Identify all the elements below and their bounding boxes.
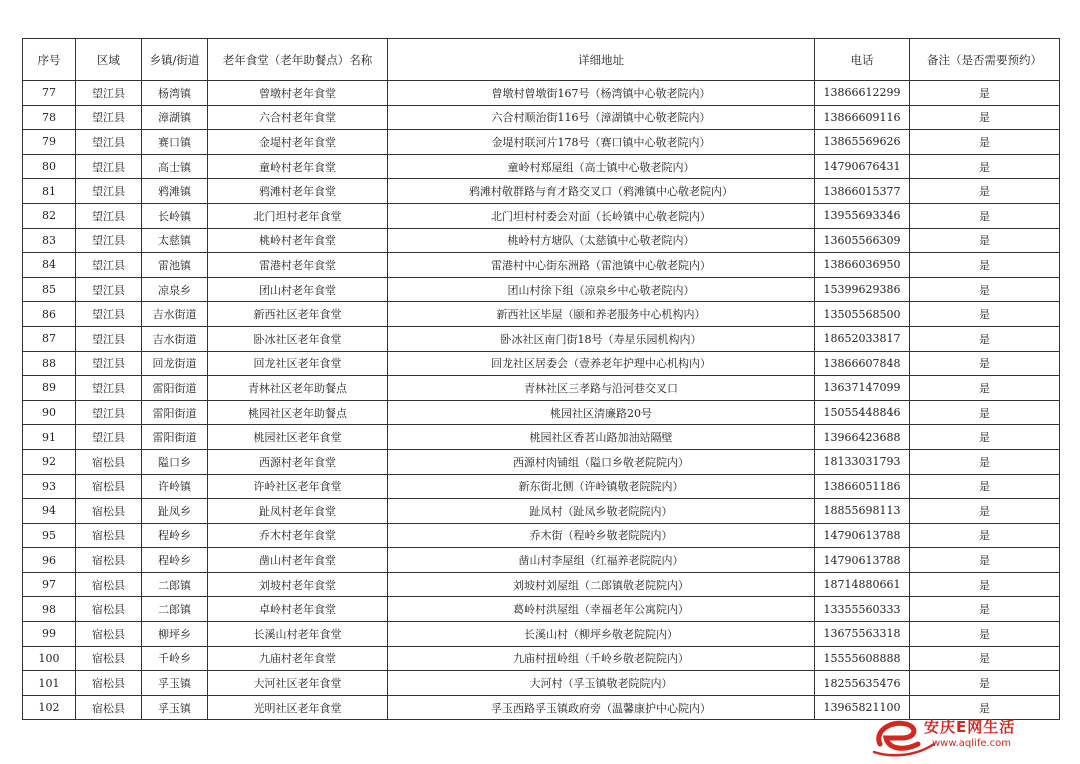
cell-col-index: 85: [23, 277, 76, 302]
cell-col-address: 童岭村郑屋组（高士镇中心敬老院内）: [388, 154, 815, 179]
cell-col-region: 宿松县: [76, 695, 142, 720]
cell-col-phone: 13866036950: [815, 253, 910, 278]
cell-col-canteen-name: 金堤村老年食堂: [208, 130, 388, 155]
cell-col-town: 雷池镇: [142, 253, 208, 278]
cell-col-phone: 15055448846: [815, 400, 910, 425]
cell-col-note: 是: [910, 548, 1060, 573]
cell-col-note: 是: [910, 499, 1060, 524]
cell-col-address: 葛岭村洪屋组（幸福老年公寓院内）: [388, 597, 815, 622]
table-row: [23, 326, 1060, 351]
cell-col-canteen-name: 六合村老年食堂: [208, 105, 388, 130]
cell-col-address: 桃岭村方塘队（太慈镇中心敬老院内）: [388, 228, 815, 253]
cell-col-address: 卧冰社区南门街18号（寿星乐园机构内）: [388, 326, 815, 351]
cell-col-region: 望江县: [76, 228, 142, 253]
header-col-region: 区域: [76, 39, 142, 81]
cell-col-town: 程岭乡: [142, 523, 208, 548]
cell-col-phone: 18652033817: [815, 326, 910, 351]
cell-col-note: 是: [910, 154, 1060, 179]
cell-col-phone: 18714880661: [815, 572, 910, 597]
cell-col-canteen-name: 乔木村老年食堂: [208, 523, 388, 548]
watermark-url: www.aqlife.com: [932, 738, 1012, 749]
cell-col-canteen-name: 童岭村老年食堂: [208, 154, 388, 179]
table-row: [23, 425, 1060, 450]
cell-col-note: 是: [910, 572, 1060, 597]
cell-col-phone: 13866015377: [815, 179, 910, 204]
cell-col-address: 乔木街（程岭乡敬老院院内）: [388, 523, 815, 548]
cell-col-region: 望江县: [76, 253, 142, 278]
table-header: [23, 39, 1060, 81]
cell-col-note: 是: [910, 302, 1060, 327]
cell-col-index: 102: [23, 695, 76, 720]
cell-col-index: 94: [23, 499, 76, 524]
cell-col-index: 84: [23, 253, 76, 278]
cell-col-phone: 15399629386: [815, 277, 910, 302]
cell-col-phone: 18855698113: [815, 499, 910, 524]
table-row: [23, 646, 1060, 671]
cell-col-region: 宿松县: [76, 523, 142, 548]
table-row: [23, 474, 1060, 499]
cell-col-region: 望江县: [76, 326, 142, 351]
cell-col-index: 81: [23, 179, 76, 204]
cell-col-town: 回龙街道: [142, 351, 208, 376]
cell-col-canteen-name: 卧冰社区老年食堂: [208, 326, 388, 351]
table-row: [23, 622, 1060, 647]
cell-col-address: 大河村（孚玉镇敬老院院内）: [388, 671, 815, 696]
table-row: [23, 179, 1060, 204]
cell-col-phone: 13866612299: [815, 81, 910, 106]
table-row: [23, 597, 1060, 622]
cell-col-town: 长岭镇: [142, 203, 208, 228]
cell-col-region: 望江县: [76, 351, 142, 376]
cell-col-phone: 13355560333: [815, 597, 910, 622]
cell-col-address: 长溪山村（柳坪乡敬老院院内）: [388, 622, 815, 647]
cell-col-index: 95: [23, 523, 76, 548]
cell-col-town: 孚玉镇: [142, 671, 208, 696]
cell-col-phone: 15555608888: [815, 646, 910, 671]
cell-col-region: 望江县: [76, 376, 142, 401]
cell-col-canteen-name: 长溪山村老年食堂: [208, 622, 388, 647]
cell-col-canteen-name: 青林社区老年助餐点: [208, 376, 388, 401]
cell-col-phone: 14790613788: [815, 548, 910, 573]
cell-col-region: 望江县: [76, 400, 142, 425]
cell-col-town: 雷阳街道: [142, 400, 208, 425]
cell-col-index: 90: [23, 400, 76, 425]
cell-col-canteen-name: 桃园社区老年助餐点: [208, 400, 388, 425]
cell-col-canteen-name: 许岭社区老年食堂: [208, 474, 388, 499]
header-col-canteen-name: 老年食堂（老年助餐点）名称: [208, 39, 388, 81]
cell-col-address: 雷港村中心街东洲路（雷池镇中心敬老院内）: [388, 253, 815, 278]
table-row: [23, 253, 1060, 278]
cell-col-note: 是: [910, 622, 1060, 647]
cell-col-town: 孚玉镇: [142, 695, 208, 720]
cell-col-address: 曾墩村曾墩街167号（杨湾镇中心敬老院内）: [388, 81, 815, 106]
cell-col-phone: 13866607848: [815, 351, 910, 376]
cell-col-region: 望江县: [76, 179, 142, 204]
cell-col-note: 是: [910, 695, 1060, 720]
cell-col-region: 望江县: [76, 302, 142, 327]
cell-col-address: 凿山村李屋组（红福养老院院内）: [388, 548, 815, 573]
cell-col-region: 宿松县: [76, 548, 142, 573]
cell-col-phone: 13866609116: [815, 105, 910, 130]
cell-col-note: 是: [910, 351, 1060, 376]
cell-col-index: 97: [23, 572, 76, 597]
cell-col-note: 是: [910, 105, 1060, 130]
cell-col-canteen-name: 桃园社区老年食堂: [208, 425, 388, 450]
header-col-phone: 电话: [815, 39, 910, 81]
cell-col-phone: 18133031793: [815, 449, 910, 474]
cell-col-region: 望江县: [76, 81, 142, 106]
cell-col-index: 77: [23, 81, 76, 106]
cell-col-address: 新西社区毕屋（颐和养老服务中心机构内）: [388, 302, 815, 327]
cell-col-canteen-name: 凿山村老年食堂: [208, 548, 388, 573]
cell-col-index: 92: [23, 449, 76, 474]
cell-col-canteen-name: 北门坦村老年食堂: [208, 203, 388, 228]
cell-col-note: 是: [910, 671, 1060, 696]
cell-col-region: 宿松县: [76, 597, 142, 622]
cell-col-note: 是: [910, 81, 1060, 106]
table-row: [23, 572, 1060, 597]
cell-col-note: 是: [910, 326, 1060, 351]
cell-col-index: 79: [23, 130, 76, 155]
header-col-note: 备注（是否需要预约）: [910, 39, 1060, 81]
cell-col-town: 吉水街道: [142, 326, 208, 351]
cell-col-note: 是: [910, 228, 1060, 253]
cell-col-address: 六合村顺治街116号（漳湖镇中心敬老院内）: [388, 105, 815, 130]
cell-col-canteen-name: 雷港村老年食堂: [208, 253, 388, 278]
site-watermark: [872, 714, 1072, 758]
cell-col-town: 千岭乡: [142, 646, 208, 671]
cell-col-canteen-name: 光明社区老年食堂: [208, 695, 388, 720]
cell-col-note: 是: [910, 449, 1060, 474]
cell-col-town: 漳湖镇: [142, 105, 208, 130]
cell-col-town: 许岭镇: [142, 474, 208, 499]
cell-col-town: 雷阳街道: [142, 425, 208, 450]
table-row: [23, 400, 1060, 425]
cell-col-town: 高士镇: [142, 154, 208, 179]
cell-col-town: 鸦滩镇: [142, 179, 208, 204]
table-row: [23, 203, 1060, 228]
cell-col-index: 88: [23, 351, 76, 376]
cell-col-region: 望江县: [76, 277, 142, 302]
table-row: [23, 548, 1060, 573]
table-row: [23, 81, 1060, 106]
cell-col-canteen-name: 卓岭村老年食堂: [208, 597, 388, 622]
cell-col-region: 望江县: [76, 130, 142, 155]
cell-col-region: 望江县: [76, 105, 142, 130]
cell-col-index: 83: [23, 228, 76, 253]
cell-col-index: 99: [23, 622, 76, 647]
cell-col-index: 96: [23, 548, 76, 573]
cell-col-canteen-name: 西源村老年食堂: [208, 449, 388, 474]
cell-col-phone: 13865569626: [815, 130, 910, 155]
cell-col-town: 雷阳街道: [142, 376, 208, 401]
cell-col-index: 89: [23, 376, 76, 401]
cell-col-note: 是: [910, 400, 1060, 425]
cell-col-canteen-name: 趾凤村老年食堂: [208, 499, 388, 524]
table-row: [23, 105, 1060, 130]
cell-col-canteen-name: 回龙社区老年食堂: [208, 351, 388, 376]
cell-col-phone: 13637147099: [815, 376, 910, 401]
cell-col-index: 101: [23, 671, 76, 696]
cell-col-region: 望江县: [76, 154, 142, 179]
cell-col-region: 宿松县: [76, 474, 142, 499]
watermark-brand: 安庆E网生活: [924, 718, 1016, 736]
cell-col-note: 是: [910, 523, 1060, 548]
cell-col-note: 是: [910, 474, 1060, 499]
table-row: [23, 277, 1060, 302]
table-row: [23, 154, 1060, 179]
cell-col-canteen-name: 桃岭村老年食堂: [208, 228, 388, 253]
cell-col-index: 87: [23, 326, 76, 351]
cell-col-town: 柳坪乡: [142, 622, 208, 647]
table-row: [23, 302, 1060, 327]
table-row: [23, 228, 1060, 253]
cell-col-town: 二郎镇: [142, 597, 208, 622]
cell-col-index: 91: [23, 425, 76, 450]
cell-col-phone: 13966423688: [815, 425, 910, 450]
cell-col-region: 宿松县: [76, 449, 142, 474]
cell-col-phone: 13955693346: [815, 203, 910, 228]
cell-col-region: 宿松县: [76, 572, 142, 597]
cell-col-canteen-name: 新西社区老年食堂: [208, 302, 388, 327]
table-row: [23, 671, 1060, 696]
cell-col-phone: 14790676431: [815, 154, 910, 179]
cell-col-town: 趾凤乡: [142, 499, 208, 524]
table-row: [23, 351, 1060, 376]
cell-col-index: 80: [23, 154, 76, 179]
cell-col-index: 86: [23, 302, 76, 327]
canteen-table: [22, 38, 1060, 720]
header-col-town: 乡镇/街道: [142, 39, 208, 81]
cell-col-index: 93: [23, 474, 76, 499]
cell-col-canteen-name: 九庙村老年食堂: [208, 646, 388, 671]
cell-col-region: 望江县: [76, 425, 142, 450]
table-row: [23, 449, 1060, 474]
cell-col-phone: 13505568500: [815, 302, 910, 327]
cell-col-region: 望江县: [76, 203, 142, 228]
cell-col-note: 是: [910, 376, 1060, 401]
cell-col-note: 是: [910, 425, 1060, 450]
cell-col-note: 是: [910, 203, 1060, 228]
cell-col-canteen-name: 大河社区老年食堂: [208, 671, 388, 696]
table-row: [23, 130, 1060, 155]
cell-col-phone: 18255635476: [815, 671, 910, 696]
cell-col-town: 赛口镇: [142, 130, 208, 155]
cell-col-phone: 13866051186: [815, 474, 910, 499]
cell-col-town: 杨湾镇: [142, 81, 208, 106]
cell-col-address: 桃园社区香茗山路加油站隔壁: [388, 425, 815, 450]
cell-col-address: 新东街北侧（许岭镇敬老院院内）: [388, 474, 815, 499]
cell-col-address: 九庙村扭岭组（千岭乡敬老院院内）: [388, 646, 815, 671]
cell-col-note: 是: [910, 277, 1060, 302]
cell-col-town: 二郎镇: [142, 572, 208, 597]
cell-col-note: 是: [910, 253, 1060, 278]
cell-col-region: 宿松县: [76, 622, 142, 647]
cell-col-town: 吉水街道: [142, 302, 208, 327]
cell-col-phone: 14790613788: [815, 523, 910, 548]
cell-col-town: 隘口乡: [142, 449, 208, 474]
cell-col-address: 桃园社区清廉路20号: [388, 400, 815, 425]
cell-col-phone: 13965821100: [815, 695, 910, 720]
cell-col-address: 金堤村联河片178号（赛口镇中心敬老院内）: [388, 130, 815, 155]
cell-col-canteen-name: 鸦滩村老年食堂: [208, 179, 388, 204]
cell-col-note: 是: [910, 179, 1060, 204]
cell-col-phone: 13675563318: [815, 622, 910, 647]
table-row: [23, 376, 1060, 401]
cell-col-address: 趾凤村（趾凤乡敬老院院内）: [388, 499, 815, 524]
cell-col-canteen-name: 曾墩村老年食堂: [208, 81, 388, 106]
cell-col-canteen-name: 刘坡村老年食堂: [208, 572, 388, 597]
cell-col-canteen-name: 团山村老年食堂: [208, 277, 388, 302]
cell-col-address: 西源村肉铺组（隘口乡敬老院院内）: [388, 449, 815, 474]
header-col-address: 详细地址: [388, 39, 815, 81]
cell-col-region: 宿松县: [76, 671, 142, 696]
cell-col-address: 北门坦村村委会对面（长岭镇中心敬老院内）: [388, 203, 815, 228]
table-row: [23, 523, 1060, 548]
header-row: [23, 39, 1060, 81]
cell-col-phone: 13605566309: [815, 228, 910, 253]
cell-col-index: 98: [23, 597, 76, 622]
header-col-index: 序号: [23, 39, 76, 81]
cell-col-index: 82: [23, 203, 76, 228]
cell-col-town: 凉泉乡: [142, 277, 208, 302]
cell-col-note: 是: [910, 597, 1060, 622]
table-row: [23, 499, 1060, 524]
cell-col-region: 宿松县: [76, 499, 142, 524]
cell-col-address: 回龙社区居委会（壹养老年护理中心机构内）: [388, 351, 815, 376]
cell-col-index: 100: [23, 646, 76, 671]
cell-col-note: 是: [910, 646, 1060, 671]
cell-col-town: 太慈镇: [142, 228, 208, 253]
cell-col-address: 青林社区三孝路与沿河巷交叉口: [388, 376, 815, 401]
cell-col-address: 刘坡村刘屋组（二郎镇敬老院院内）: [388, 572, 815, 597]
cell-col-note: 是: [910, 130, 1060, 155]
cell-col-address: 孚玉西路孚玉镇政府旁（温馨康护中心院内）: [388, 695, 815, 720]
cell-col-address: 鸦滩村敬群路与育才路交叉口（鸦滩镇中心敬老院内）: [388, 179, 815, 204]
cell-col-address: 团山村徐下组（凉泉乡中心敬老院内）: [388, 277, 815, 302]
table-body: [23, 81, 1060, 720]
cell-col-index: 78: [23, 105, 76, 130]
cell-col-region: 宿松县: [76, 646, 142, 671]
cell-col-town: 程岭乡: [142, 548, 208, 573]
